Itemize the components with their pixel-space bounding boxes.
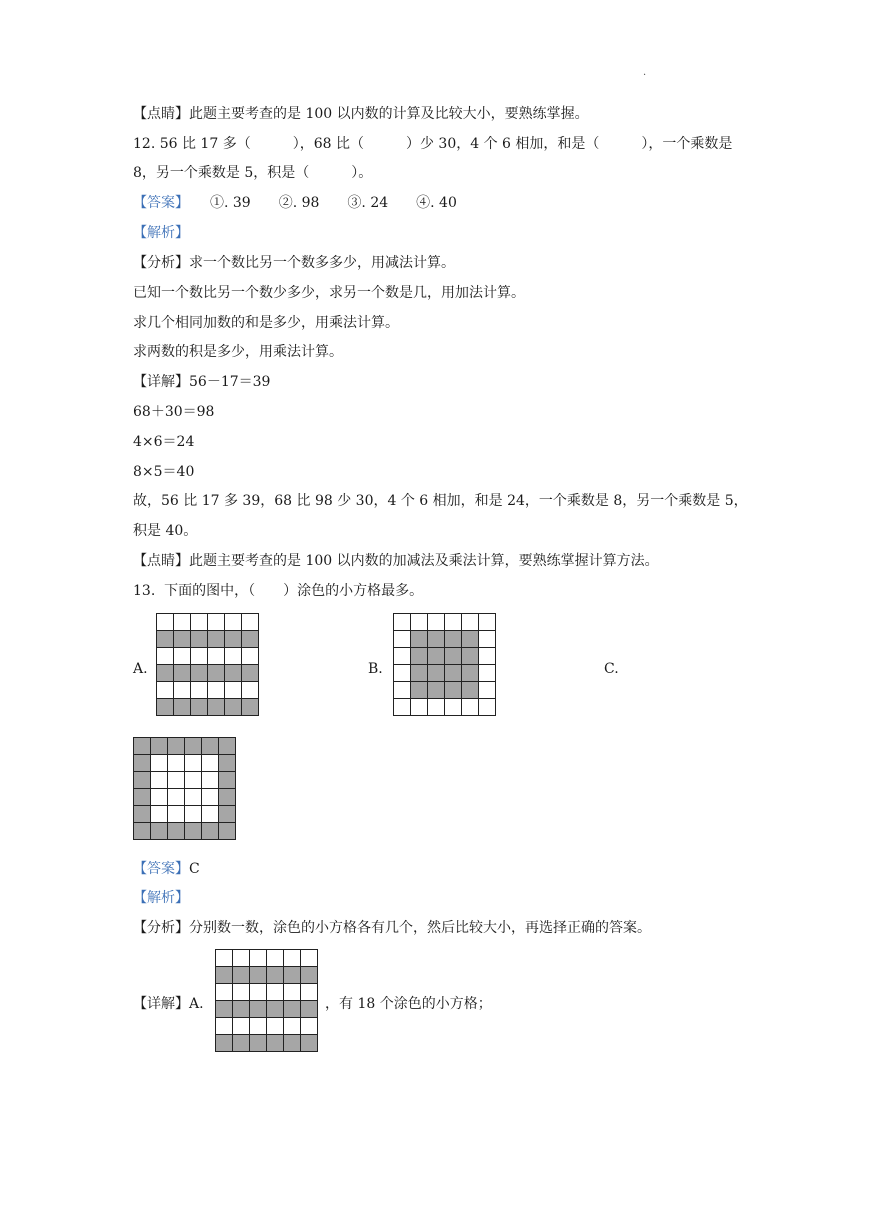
blank-cell — [208, 682, 225, 699]
blank-cell — [479, 665, 496, 682]
shaded-cell — [191, 699, 208, 716]
shaded-cell — [250, 1035, 267, 1052]
blank-cell — [202, 772, 219, 789]
blank-cell — [267, 984, 284, 1001]
blank-cell — [445, 614, 462, 631]
question-12-line-2: 8，另一个乘数是 5，积是（ ）。 — [133, 165, 373, 181]
blank-cell — [208, 614, 225, 631]
analysis-3: 求几个相同加数的和是多少，用乘法计算。 — [133, 315, 399, 331]
blank-cell — [225, 682, 242, 699]
blank-cell — [151, 789, 168, 806]
shaded-cell — [208, 699, 225, 716]
blank-cell — [462, 614, 479, 631]
shaded-cell — [267, 967, 284, 984]
jiexi-tag-2: 【解析】 — [133, 890, 189, 906]
blank-cell — [267, 950, 284, 967]
grid-row — [394, 665, 496, 682]
grid-row — [216, 1001, 318, 1018]
shaded-cell — [301, 1001, 318, 1018]
shaded-cell — [219, 772, 236, 789]
grid-row — [216, 984, 318, 1001]
blank-cell — [168, 806, 185, 823]
shaded-cell — [267, 1001, 284, 1018]
page-mark: · — [643, 70, 647, 81]
blank-cell — [216, 984, 233, 1001]
shaded-cell — [462, 682, 479, 699]
shaded-cell — [233, 1001, 250, 1018]
shaded-cell — [219, 738, 236, 755]
blank-cell — [250, 950, 267, 967]
answer-tag: 【答案】 — [133, 861, 189, 877]
blank-cell — [202, 789, 219, 806]
blank-cell — [284, 1018, 301, 1035]
grid-row — [134, 823, 236, 840]
shaded-cell — [462, 631, 479, 648]
shaded-cell — [134, 789, 151, 806]
shaded-cell — [157, 699, 174, 716]
blank-cell — [242, 614, 259, 631]
dianjing-2: 【点睛】此题主要考查的是 100 以内数的加减法及乘法计算，要熟练掌握计算方法。 — [133, 553, 659, 569]
blank-cell — [185, 789, 202, 806]
grid-row — [394, 682, 496, 699]
shaded-cell — [219, 789, 236, 806]
detail-5: 故，56 比 17 多 39，68 比 98 少 30，4 个 6 相加，和是 24，一个乘数是 8，另一个乘数是 5， — [133, 493, 748, 509]
blank-cell — [168, 755, 185, 772]
grid-row — [216, 1018, 318, 1035]
question-13: 13. 下面的图中，（ ）涂色的小方格最多。 — [133, 583, 424, 599]
blank-cell — [394, 665, 411, 682]
shaded-cell — [219, 755, 236, 772]
shaded-cell — [301, 1035, 318, 1052]
blank-cell — [284, 950, 301, 967]
shaded-cell — [168, 823, 185, 840]
shaded-cell — [445, 648, 462, 665]
answer-13-value: C — [189, 861, 200, 877]
blank-cell — [428, 699, 445, 716]
blank-cell — [394, 648, 411, 665]
blank-cell — [191, 682, 208, 699]
grid-row — [216, 967, 318, 984]
blank-cell — [242, 682, 259, 699]
blank-cell — [174, 682, 191, 699]
answer-13 — [133, 859, 200, 879]
answer-12-values: ①. 39 ②. 98 ③. 24 ④. 40 — [182, 195, 457, 211]
grid-row — [157, 699, 259, 716]
grid-row — [394, 648, 496, 665]
blank-cell — [394, 699, 411, 716]
blank-cell — [151, 806, 168, 823]
figure-b-grid — [393, 613, 496, 716]
shaded-cell — [411, 631, 428, 648]
blank-cell — [479, 648, 496, 665]
detail-7-prefix: 【详解】A. — [133, 996, 204, 1012]
analysis-4: 求两数的积是多少，用乘法计算。 — [133, 344, 343, 360]
shaded-cell — [445, 682, 462, 699]
blank-cell — [216, 1018, 233, 1035]
shaded-cell — [185, 738, 202, 755]
answer-12 — [133, 193, 457, 213]
question-12-line-1: 12. 56 比 17 多（ ），68 比（ ）少 30，4 个 6 相加，和是（ ），一个乘数是 — [133, 136, 733, 152]
shaded-cell — [462, 665, 479, 682]
blank-cell — [157, 682, 174, 699]
blank-cell — [216, 950, 233, 967]
shaded-cell — [174, 631, 191, 648]
grid-row — [394, 631, 496, 648]
analysis-1: 【分析】求一个数比另一个数多多少，用减法计算。 — [133, 255, 455, 271]
blank-cell — [301, 984, 318, 1001]
blank-cell — [157, 648, 174, 665]
shaded-cell — [242, 631, 259, 648]
grid-row — [157, 665, 259, 682]
grid-row — [134, 738, 236, 755]
blank-cell — [394, 682, 411, 699]
shaded-cell — [411, 682, 428, 699]
blank-cell — [157, 614, 174, 631]
shaded-cell — [134, 738, 151, 755]
shaded-cell — [250, 967, 267, 984]
grid-row — [134, 806, 236, 823]
shaded-cell — [225, 665, 242, 682]
shaded-cell — [411, 665, 428, 682]
shaded-cell — [216, 1001, 233, 1018]
blank-cell — [168, 772, 185, 789]
blank-cell — [151, 755, 168, 772]
blank-cell — [394, 631, 411, 648]
option-a-label: A. — [133, 661, 148, 677]
shaded-cell — [134, 823, 151, 840]
detail-4: 8×5＝40 — [133, 464, 195, 480]
blank-cell — [233, 984, 250, 1001]
blank-cell — [284, 984, 301, 1001]
blank-cell — [225, 614, 242, 631]
shaded-cell — [267, 1035, 284, 1052]
shaded-cell — [157, 631, 174, 648]
shaded-cell — [134, 755, 151, 772]
shaded-cell — [284, 1035, 301, 1052]
blank-cell — [225, 648, 242, 665]
blank-cell — [479, 699, 496, 716]
shaded-cell — [151, 738, 168, 755]
shaded-cell — [411, 648, 428, 665]
grid-row — [134, 789, 236, 806]
blank-cell — [479, 614, 496, 631]
blank-cell — [411, 614, 428, 631]
analysis-5: 【分析】分别数一数，涂色的小方格各有几个，然后比较大小，再选择正确的答案。 — [133, 920, 651, 936]
blank-cell — [191, 614, 208, 631]
blank-cell — [233, 1018, 250, 1035]
blank-cell — [301, 1018, 318, 1035]
shaded-cell — [445, 631, 462, 648]
blank-cell — [185, 772, 202, 789]
blank-cell — [233, 950, 250, 967]
grid-row — [216, 1035, 318, 1052]
grid-row — [157, 614, 259, 631]
shaded-cell — [208, 631, 225, 648]
shaded-cell — [284, 1001, 301, 1018]
option-c-label: C. — [604, 661, 619, 677]
shaded-cell — [191, 665, 208, 682]
blank-cell — [479, 682, 496, 699]
jiexi-tag-1: 【解析】 — [133, 225, 189, 241]
blank-cell — [445, 699, 462, 716]
shaded-cell — [225, 699, 242, 716]
shaded-cell — [428, 631, 445, 648]
shaded-cell — [168, 738, 185, 755]
figure-a-repeat-grid — [215, 949, 318, 1052]
shaded-cell — [233, 1035, 250, 1052]
shaded-cell — [428, 648, 445, 665]
shaded-cell — [208, 665, 225, 682]
blank-cell — [411, 699, 428, 716]
blank-cell — [174, 614, 191, 631]
detail-6: 积是 40。 — [133, 523, 198, 539]
shaded-cell — [191, 631, 208, 648]
answer-tag: 【答案】 — [133, 195, 182, 211]
shaded-cell — [301, 967, 318, 984]
shaded-cell — [225, 631, 242, 648]
option-b-label: B. — [368, 661, 383, 677]
grid-row — [157, 631, 259, 648]
blank-cell — [394, 614, 411, 631]
analysis-2: 已知一个数比另一个数少多少，求另一个数是几，用加法计算。 — [133, 285, 525, 301]
blank-cell — [267, 1018, 284, 1035]
grid-row — [394, 614, 496, 631]
shaded-cell — [250, 1001, 267, 1018]
grid-row — [216, 950, 318, 967]
detail-3: 4×6＝24 — [133, 434, 195, 450]
blank-cell — [151, 772, 168, 789]
grid-row — [157, 682, 259, 699]
blank-cell — [462, 699, 479, 716]
blank-cell — [208, 648, 225, 665]
dianjing-1: 【点睛】此题主要考查的是 100 以内数的计算及比较大小，要熟练掌握。 — [133, 106, 589, 122]
shaded-cell — [445, 665, 462, 682]
shaded-cell — [428, 665, 445, 682]
detail-1: 【详解】56－17＝39 — [133, 374, 271, 390]
shaded-cell — [174, 665, 191, 682]
blank-cell — [191, 648, 208, 665]
shaded-cell — [284, 967, 301, 984]
grid-row — [394, 699, 496, 716]
blank-cell — [250, 1018, 267, 1035]
shaded-cell — [202, 738, 219, 755]
blank-cell — [174, 648, 191, 665]
figure-a-grid — [156, 613, 259, 716]
blank-cell — [428, 614, 445, 631]
grid-row — [157, 648, 259, 665]
shaded-cell — [242, 699, 259, 716]
shaded-cell — [219, 823, 236, 840]
shaded-cell — [428, 682, 445, 699]
blank-cell — [479, 631, 496, 648]
detail-2: 68＋30＝98 — [133, 404, 215, 420]
shaded-cell — [185, 823, 202, 840]
shaded-cell — [242, 665, 259, 682]
blank-cell — [185, 755, 202, 772]
blank-cell — [250, 984, 267, 1001]
blank-cell — [202, 755, 219, 772]
shaded-cell — [462, 648, 479, 665]
detail-7-suffix: ，有 18 个涂色的小方格； — [325, 996, 492, 1012]
shaded-cell — [174, 699, 191, 716]
blank-cell — [301, 950, 318, 967]
figure-c-grid — [133, 737, 236, 840]
grid-row — [134, 755, 236, 772]
shaded-cell — [216, 967, 233, 984]
shaded-cell — [202, 823, 219, 840]
shaded-cell — [151, 823, 168, 840]
blank-cell — [242, 648, 259, 665]
blank-cell — [168, 789, 185, 806]
shaded-cell — [134, 772, 151, 789]
grid-row — [134, 772, 236, 789]
blank-cell — [185, 806, 202, 823]
shaded-cell — [219, 806, 236, 823]
shaded-cell — [216, 1035, 233, 1052]
shaded-cell — [134, 806, 151, 823]
shaded-cell — [233, 967, 250, 984]
shaded-cell — [157, 665, 174, 682]
blank-cell — [202, 806, 219, 823]
